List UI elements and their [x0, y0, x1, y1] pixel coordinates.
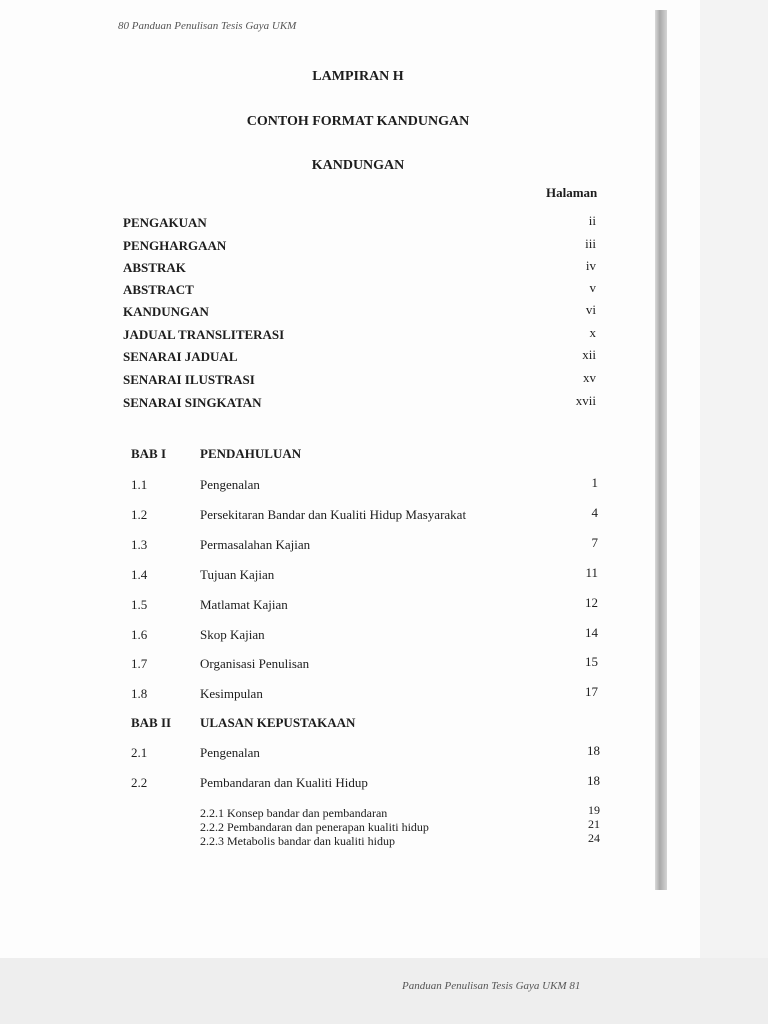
section-page: 11 [585, 565, 598, 580]
front-page: ii [588, 213, 596, 228]
front-label: ABSTRAK [123, 260, 186, 275]
front-label: KANDUNGAN [123, 304, 209, 319]
front-page: v [589, 280, 596, 295]
section-page: 4 [591, 505, 598, 520]
section-page: 1 [591, 475, 598, 490]
subsection-page: 21 [588, 817, 600, 831]
front-label: PENGAKUAN [123, 215, 207, 230]
section-number: 1.4 [131, 567, 148, 582]
section-title: Pengenalan [200, 477, 260, 492]
subsection-page: 19 [588, 803, 600, 817]
section-number: 1.8 [131, 686, 148, 701]
chapter-title: PENDAHULUAN [200, 446, 302, 461]
section-number: 2.1 [131, 745, 148, 760]
page-column-heading: Halaman [546, 185, 598, 200]
front-label: SENARAI JADUAL [123, 349, 238, 364]
subsection-title: 2.2.3 Metabolis bandar dan kualiti hidup [200, 834, 395, 848]
section-page: 12 [585, 595, 598, 610]
front-label: PENGHARGAAN [123, 238, 227, 253]
example-format-title: CONTOH FORMAT KANDUNGAN [246, 114, 470, 129]
running-footer: Panduan Penulisan Tesis Gaya UKM 81 [402, 980, 581, 992]
running-header: 80 Panduan Penulisan Tesis Gaya UKM [118, 20, 297, 32]
next-page-strip [0, 958, 768, 1024]
section-page: 18 [587, 773, 600, 788]
section-page: 17 [585, 684, 598, 699]
section-number: 2.2 [131, 775, 148, 790]
front-page: iii [585, 236, 596, 251]
page-edge-shadow [655, 10, 667, 890]
front-page: vi [585, 302, 596, 317]
subsection-title: 2.2.2 Pembandaran dan penerapan kualiti hidup [200, 820, 429, 834]
section-number: 1.2 [131, 507, 148, 522]
front-label: JADUAL TRANSLITERASI [123, 327, 285, 342]
front-page: iv [585, 258, 596, 273]
section-page: 14 [585, 625, 598, 640]
front-label: ABSTRACT [123, 282, 194, 297]
front-page: xv [583, 370, 596, 385]
section-number: 1.7 [131, 656, 148, 671]
section-page: 18 [587, 743, 600, 758]
front-label: SENARAI SINGKATAN [123, 395, 262, 410]
front-page: xvii [575, 393, 596, 408]
appendix-title: LAMPIRAN H [312, 69, 404, 84]
subsection-page: 24 [588, 831, 600, 845]
section-title: Pengenalan [200, 745, 260, 760]
section-number: 1.5 [131, 597, 148, 612]
section-number: 1.6 [131, 627, 148, 642]
section-title: Matlamat Kajian [200, 597, 288, 612]
section-page: 15 [585, 654, 598, 669]
front-page: x [589, 325, 596, 340]
section-title: Organisasi Penulisan [200, 656, 310, 671]
chapter-number: BAB I [131, 446, 167, 461]
section-title: Persekitaran Bandar dan Kualiti Hidup Masyarakat [200, 507, 467, 522]
contents-title: KANDUNGAN [311, 158, 405, 173]
section-title: Skop Kajian [200, 627, 265, 642]
section-number: 1.3 [131, 537, 148, 552]
front-page: xii [582, 347, 596, 362]
section-title: Permasalahan Kajian [200, 537, 311, 552]
chapter-title: ULASAN KEPUSTAKAAN [200, 715, 356, 730]
section-page: 7 [591, 535, 598, 550]
section-title: Pembandaran dan Kualiti Hidup [200, 775, 368, 790]
subsection-title: 2.2.1 Konsep bandar dan pembandaran [200, 806, 388, 820]
section-number: 1.1 [131, 477, 148, 492]
section-title: Tujuan Kajian [200, 567, 275, 582]
section-title: Kesimpulan [200, 686, 263, 701]
chapter-number: BAB II [131, 715, 172, 730]
front-label: SENARAI ILUSTRASI [123, 372, 255, 387]
